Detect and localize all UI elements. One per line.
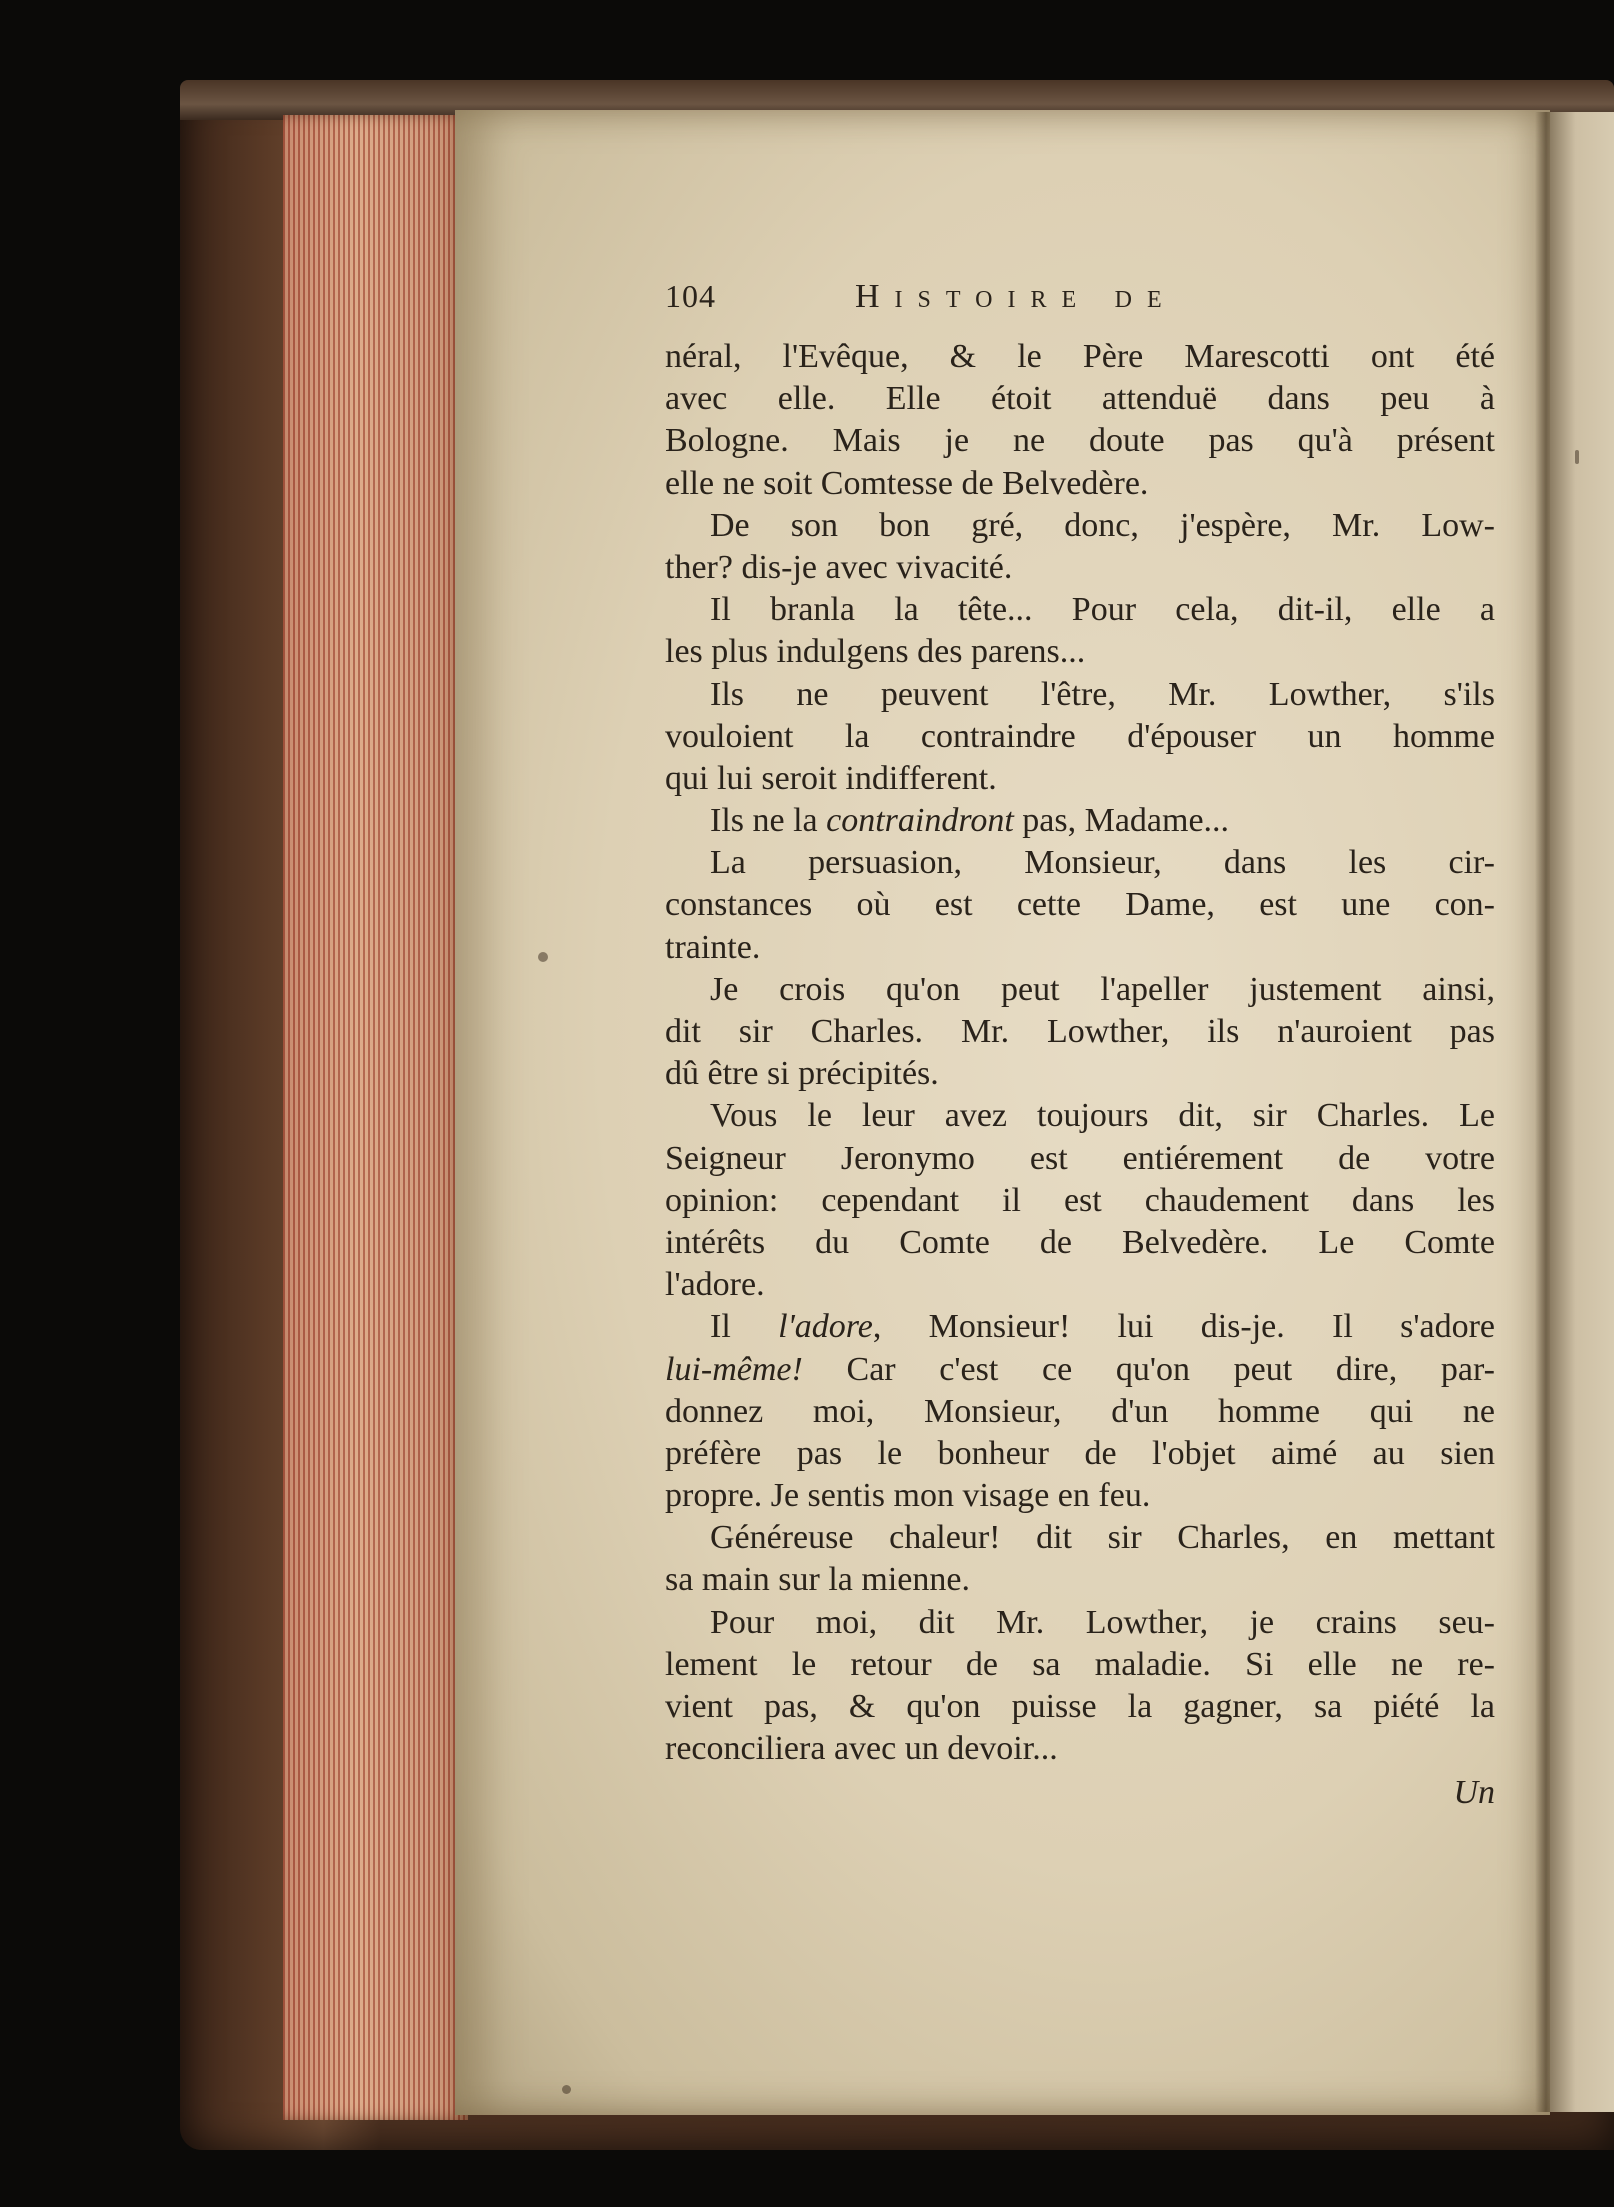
text-line: De son bon gré, donc, j'espère, Mr. Low- [710,506,1495,544]
text-line: avec elle. Elle étoit attenduë dans peu à [665,380,1495,418]
text-line: opinion: cependant il est chaudement dans les [665,1181,1495,1219]
text-line: ther? dis-je avec vivacité. [665,548,1013,586]
text-line: Ils ne peuvent l'être, Mr. Lowther, s'ils [710,675,1495,713]
text-segment: , Monsieur! lui dis-je. Il s'adore [872,1308,1495,1346]
text-line: néral, l'Evêque, & le Père Marescotti ont été [665,338,1495,375]
page-block-edges [283,115,468,2120]
text-line [665,1349,1495,1391]
page-speck [1575,450,1579,464]
page-text-block [665,278,1495,1816]
text-line: reconciliera avec un devoir... [665,1730,1058,1768]
text-line: La persuasion, Monsieur, dans les cir- [710,844,1495,882]
text-line: Vous le leur avez toujours dit, sir Charles. Le [710,1097,1495,1135]
page-number: 104 [665,278,716,314]
page-speck [562,2085,571,2094]
text-line: Seigneur Jeronymo est entiérement de votre [665,1139,1495,1177]
text-line: dû être si précipités. [665,1055,939,1093]
running-head [665,278,1495,326]
facing-page-edge [1550,112,1614,2112]
text-line: elle ne soit Comtesse de Belvedère. [665,464,1149,502]
text-line: préfère pas le bonheur de l'objet aimé au sien [665,1434,1495,1472]
text-line: les plus indulgens des parens... [665,633,1086,671]
text-line: trainte. [665,928,761,966]
text-line [665,800,1495,842]
text-line: constances où est cette Dame, est une con- [665,886,1495,924]
catchword: Un [1453,1774,1495,1812]
text-line: vouloient la contraindre d'épouser un homme [665,717,1495,755]
text-line: Il branla la tête... Pour cela, dit-il, elle a [710,591,1495,629]
text-line: l'adore. [665,1266,765,1304]
text-segment: pas, Madame... [1013,802,1230,840]
text-line: dit sir Charles. Mr. Lowther, ils n'auroient pas [665,1013,1495,1050]
text-line: qui lui seroit indifferent. [665,759,997,797]
text-line: intérêts du Comte de Belvedère. Le Comte [665,1223,1495,1261]
italic-text: contraindront [826,802,1014,840]
text-line: lement le retour de sa maladie. Si elle ne re- [665,1645,1495,1683]
running-title: Histoire de [855,278,1177,315]
text-segment: Ils ne la [710,802,827,840]
text-line: Je crois qu'on peut l'apeller justement ainsi, [710,970,1495,1008]
text-segment: Il [710,1308,779,1346]
italic-text: l'adore [778,1308,873,1346]
text-line [665,1306,1495,1348]
text-segment: Car c'est ce qu'on peut dire, par- [802,1350,1495,1388]
text-line: donnez moi, Monsieur, d'un homme qui ne [665,1392,1495,1430]
italic-text: lui-même! [665,1350,803,1388]
text-line: vient pas, & qu'on puisse la gagner, sa piété la [665,1688,1495,1725]
page-speck [538,952,548,962]
text-line: propre. Je sentis mon visage en feu. [665,1477,1151,1515]
text-line: Bologne. Mais je ne doute pas qu'à présent [665,422,1495,460]
text-line: Généreuse chaleur! dit sir Charles, en mettant [710,1519,1495,1557]
text-line: Pour moi, dit Mr. Lowther, je crains seu- [710,1603,1495,1641]
text-line: sa main sur la mienne. [665,1561,970,1599]
body-text [665,336,1495,1770]
